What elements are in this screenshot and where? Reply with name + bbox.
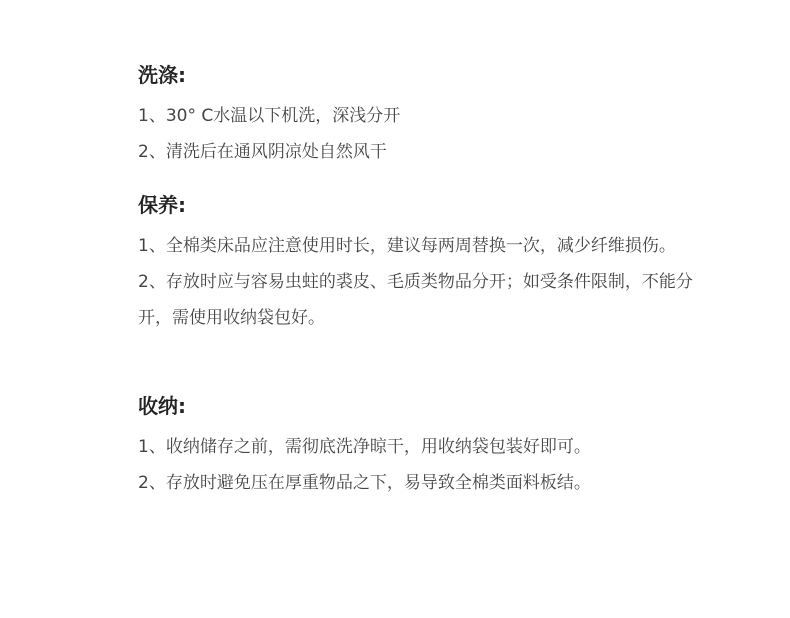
washing-list xyxy=(138,98,698,170)
storage-section xyxy=(138,392,698,501)
maintenance-section xyxy=(138,191,698,336)
maintenance-title: 保养: xyxy=(138,193,186,217)
storage-list xyxy=(138,429,698,501)
washing-item: 2、清洗后在通风阴凉处自然风干 xyxy=(138,142,387,162)
washing-item: 1、30° C水温以下机洗，深浅分开 xyxy=(138,106,401,126)
storage-item: 1、收纳储存之前，需彻底洗净晾干，用收纳袋包装好即可。 xyxy=(138,437,591,457)
storage-title: 收纳: xyxy=(138,394,186,418)
washing-title: 洗涤: xyxy=(138,63,186,87)
maintenance-list xyxy=(138,228,698,336)
maintenance-item: 2、存放时应与容易虫蛀的裘皮、毛质类物品分开；如受条件限制，不能分开，需使用收纳袋包好。 xyxy=(138,272,693,328)
storage-item: 2、存放时避免压在厚重物品之下，易导致全棉类面料板结。 xyxy=(138,473,591,493)
maintenance-item: 1、全棉类床品应注意使用时长，建议每两周替换一次，减少纤维损伤。 xyxy=(138,236,676,256)
washing-section xyxy=(138,61,698,170)
